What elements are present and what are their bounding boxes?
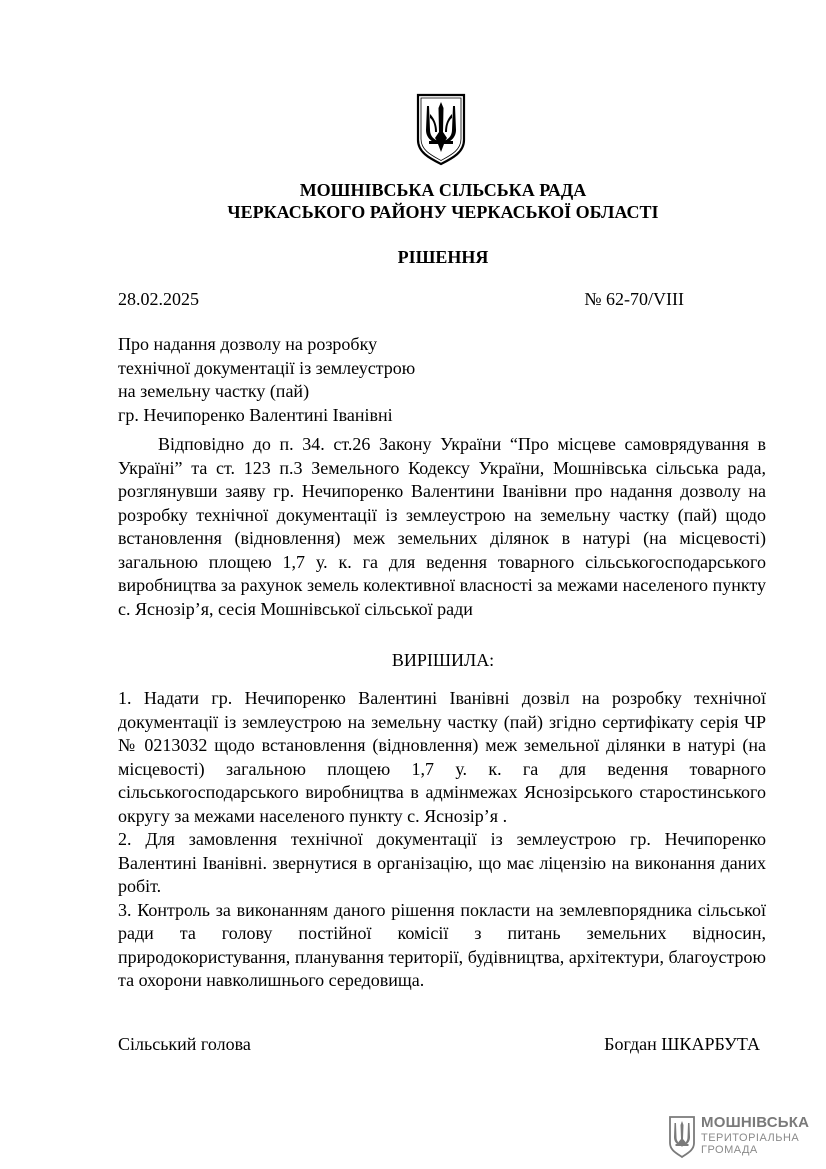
- document-type-title: РІШЕННЯ: [397, 247, 489, 267]
- signatory-name: Богдан ШКАРБУТА: [604, 1034, 760, 1054]
- subject-line: Про надання дозволу на розробку: [118, 334, 378, 354]
- council-name: МОШНІВСЬКА СІЛЬСЬКА РАДА: [299, 180, 587, 200]
- document-number: № 62-70/VIII: [584, 289, 684, 309]
- subject-line: гр. Нечипоренко Валентині Іванівні: [118, 404, 393, 425]
- decided-heading: ВИРІШИЛА:: [391, 650, 495, 670]
- decision-subject: [118, 333, 415, 427]
- subject-line: технічної документації із землеустрою: [118, 357, 416, 378]
- logo-title: МОШНІВСЬКА: [701, 1114, 810, 1131]
- subject-line: на земельну частку (пай): [118, 381, 310, 401]
- district-name: ЧЕРКАСЬКОГО РАЙОНУ ЧЕРКАСЬКОЇ ОБЛАСТІ: [227, 202, 659, 222]
- logo-subtitle: ГРОМАДА: [701, 1144, 758, 1156]
- tryzub-coat-of-arms-icon: [415, 92, 467, 166]
- document-date: 28.02.2025: [118, 289, 199, 309]
- decision-item: 3. Контроль за виконанням даного рішення покласти на землевпорядника сільської ради та голову постійної комісії з питань земельних відносин, природокористування, планування території, будівництва, архітектури, благоустрою та охорони навколишнього середовища.: [118, 899, 766, 990]
- preamble-paragraph: Відповідно до п. 34. ст.26 Закону України “Про місцеве самоврядування в Україні” та ст. 123 п.3 Земельного Кодексу України, Мошнівська сільська рада, розглянувши заяву гр. Нечипоренко Валентини Іванівни про надання дозволу на розробку технічної документації із землеустрою на земельну частку (пай) щодо встановлення (відновлення) меж земельних ділянок в натурі (на місцевості) загальною площею 1,7 у. к. га для ведення товарного сільськогосподарського виробництва за рахунок земель колективної власності за межами населеного пункту с. Яснозір’я, сесія Мошнівської сільської ради: [118, 434, 766, 619]
- tryzub-small-icon: [668, 1115, 696, 1159]
- decision-list: [118, 687, 766, 993]
- decision-item: 1. Надати гр. Нечипоренко Валентині Іванівні дозвіл на розробку технічної документації із землеустрою на земельну частку (пай) згідно сертифікату серія ЧР № 0213032 щодо встановлення (відновлення) меж земельної ділянки в натурі (на місцевості) загальною площею 1,7 у. к. га для ведення товарного сільськогосподарського виробництва в адмінмежах Яснозірського старостинського округу за межами населеного пункту с. Яснозір’я .: [118, 688, 766, 826]
- signatory-role: Сільський голова: [118, 1034, 251, 1054]
- logo-subtitle: ТЕРИТОРІАЛЬНА: [701, 1132, 800, 1144]
- community-logo: [668, 1114, 810, 1161]
- decision-item: 2. Для замовлення технічної документації із землеустрою гр. Нечипоренко Валентині Іванівні. звернутися в організацію, що має ліцензію на виконання даних робіт.: [118, 829, 766, 896]
